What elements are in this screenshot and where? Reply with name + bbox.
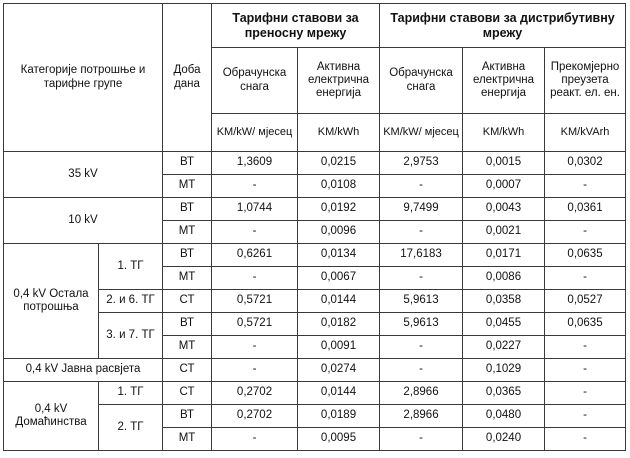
value-cell: 17,6183 <box>380 244 463 267</box>
table-row <box>4 152 626 175</box>
value-cell: 0,5721 <box>212 313 298 336</box>
transmission-header: Тарифни ставови за преносну мрежу <box>212 4 380 48</box>
value-cell: - <box>545 221 626 244</box>
time-cell: МТ <box>163 175 212 198</box>
value-cell: - <box>212 221 298 244</box>
value-cell: 0,2702 <box>212 405 298 428</box>
value-cell: - <box>545 382 626 405</box>
value-cell: - <box>380 428 463 451</box>
value-cell: - <box>545 267 626 290</box>
value-cell: 0,0361 <box>545 198 626 221</box>
unit-distribution-power: KM/kW/ мјесец <box>380 114 463 152</box>
value-cell: 5,9613 <box>380 290 463 313</box>
value-cell: - <box>380 175 463 198</box>
value-cell: - <box>212 336 298 359</box>
value-cell: - <box>545 428 626 451</box>
time-cell: ВТ <box>163 313 212 336</box>
value-cell: - <box>545 336 626 359</box>
category-35kv: 35 kV <box>4 152 163 198</box>
value-cell: 0,0635 <box>545 313 626 336</box>
subgroup-tg26: 2. и 6. ТГ <box>99 290 163 313</box>
value-cell: 0,0215 <box>298 152 380 175</box>
value-cell: 0,1029 <box>463 359 545 382</box>
table-row <box>4 359 626 382</box>
value-cell: 0,0086 <box>463 267 545 290</box>
distribution-header: Тарифни ставови за дистрибутивну мрежу <box>380 4 626 48</box>
value-cell: 0,0189 <box>298 405 380 428</box>
value-cell: 0,0455 <box>463 313 545 336</box>
category-header: Категорије потрошње и тарифне групе <box>4 4 163 152</box>
value-cell: 0,0043 <box>463 198 545 221</box>
value-cell: 5,9613 <box>380 313 463 336</box>
value-cell: 1,0744 <box>212 198 298 221</box>
distribution-energy-header: Активна електрична енергија <box>463 48 545 114</box>
value-cell: 0,0480 <box>463 405 545 428</box>
time-cell: ВТ <box>163 198 212 221</box>
value-cell: - <box>380 359 463 382</box>
value-cell: 0,6261 <box>212 244 298 267</box>
tariff-table-container <box>3 3 625 451</box>
category-other-consumption: 0,4 kV Остала потрошња <box>4 244 99 359</box>
distribution-power-header: Обрачунска снага <box>380 48 463 114</box>
header-row-titles <box>4 4 626 48</box>
unit-distribution-reactive: KM/kVArh <box>545 114 626 152</box>
value-cell: 0,0108 <box>298 175 380 198</box>
value-cell: 0,0067 <box>298 267 380 290</box>
time-cell: ВТ <box>163 244 212 267</box>
value-cell: 2,8966 <box>380 405 463 428</box>
value-cell: 0,0144 <box>298 382 380 405</box>
unit-transmission-energy: KM/kWh <box>298 114 380 152</box>
value-cell: 0,0182 <box>298 313 380 336</box>
value-cell: 2,8966 <box>380 382 463 405</box>
distribution-reactive-header: Прекомјерно преузета реакт. ел. ен. <box>545 48 626 114</box>
value-cell: 0,0274 <box>298 359 380 382</box>
value-cell: 2,9753 <box>380 152 463 175</box>
time-cell: МТ <box>163 428 212 451</box>
value-cell: 9,7499 <box>380 198 463 221</box>
value-cell: 0,0171 <box>463 244 545 267</box>
time-cell: СТ <box>163 290 212 313</box>
value-cell: 0,0192 <box>298 198 380 221</box>
table-row <box>4 198 626 221</box>
subgroup-household-tg2: 2. ТГ <box>99 405 163 451</box>
value-cell: 0,0021 <box>463 221 545 244</box>
category-public-lighting: 0,4 kV Јавна расвјета <box>4 359 163 382</box>
value-cell: 0,0227 <box>463 336 545 359</box>
value-cell: 0,0015 <box>463 152 545 175</box>
value-cell: 0,2702 <box>212 382 298 405</box>
value-cell: - <box>545 405 626 428</box>
time-cell: МТ <box>163 221 212 244</box>
transmission-energy-header: Активна електрична енергија <box>298 48 380 114</box>
value-cell: - <box>545 175 626 198</box>
unit-transmission-power: KM/kW/ мјесец <box>212 114 298 152</box>
value-cell: 0,0007 <box>463 175 545 198</box>
time-cell: МТ <box>163 267 212 290</box>
value-cell: 0,0095 <box>298 428 380 451</box>
time-cell: МТ <box>163 336 212 359</box>
value-cell: - <box>212 267 298 290</box>
subgroup-household-tg1: 1. ТГ <box>99 382 163 405</box>
tariff-table <box>3 3 626 451</box>
time-cell: СТ <box>163 382 212 405</box>
value-cell: 0,0096 <box>298 221 380 244</box>
subgroup-tg1: 1. ТГ <box>99 244 163 290</box>
transmission-power-header: Обрачунска снага <box>212 48 298 114</box>
value-cell: 0,0091 <box>298 336 380 359</box>
value-cell: - <box>212 175 298 198</box>
subgroup-tg37: 3. и 7. ТГ <box>99 313 163 359</box>
category-10kv: 10 kV <box>4 198 163 244</box>
value-cell: 0,0134 <box>298 244 380 267</box>
table-row <box>4 382 626 405</box>
time-cell: ВТ <box>163 152 212 175</box>
value-cell: - <box>380 267 463 290</box>
time-cell: ВТ <box>163 405 212 428</box>
value-cell: 0,0635 <box>545 244 626 267</box>
category-households: 0,4 kV Домаћинства <box>4 382 99 451</box>
value-cell: - <box>212 359 298 382</box>
value-cell: 0,5721 <box>212 290 298 313</box>
time-of-day-header: Доба дана <box>163 4 212 152</box>
value-cell: 0,0358 <box>463 290 545 313</box>
value-cell: 0,0302 <box>545 152 626 175</box>
value-cell: - <box>380 221 463 244</box>
unit-distribution-energy: KM/kWh <box>463 114 545 152</box>
table-row <box>4 244 626 267</box>
value-cell: 0,0527 <box>545 290 626 313</box>
value-cell: 0,0240 <box>463 428 545 451</box>
value-cell: 1,3609 <box>212 152 298 175</box>
value-cell: - <box>212 428 298 451</box>
time-cell: СТ <box>163 359 212 382</box>
value-cell: - <box>380 336 463 359</box>
value-cell: 0,0144 <box>298 290 380 313</box>
value-cell: - <box>545 359 626 382</box>
value-cell: 0,0365 <box>463 382 545 405</box>
